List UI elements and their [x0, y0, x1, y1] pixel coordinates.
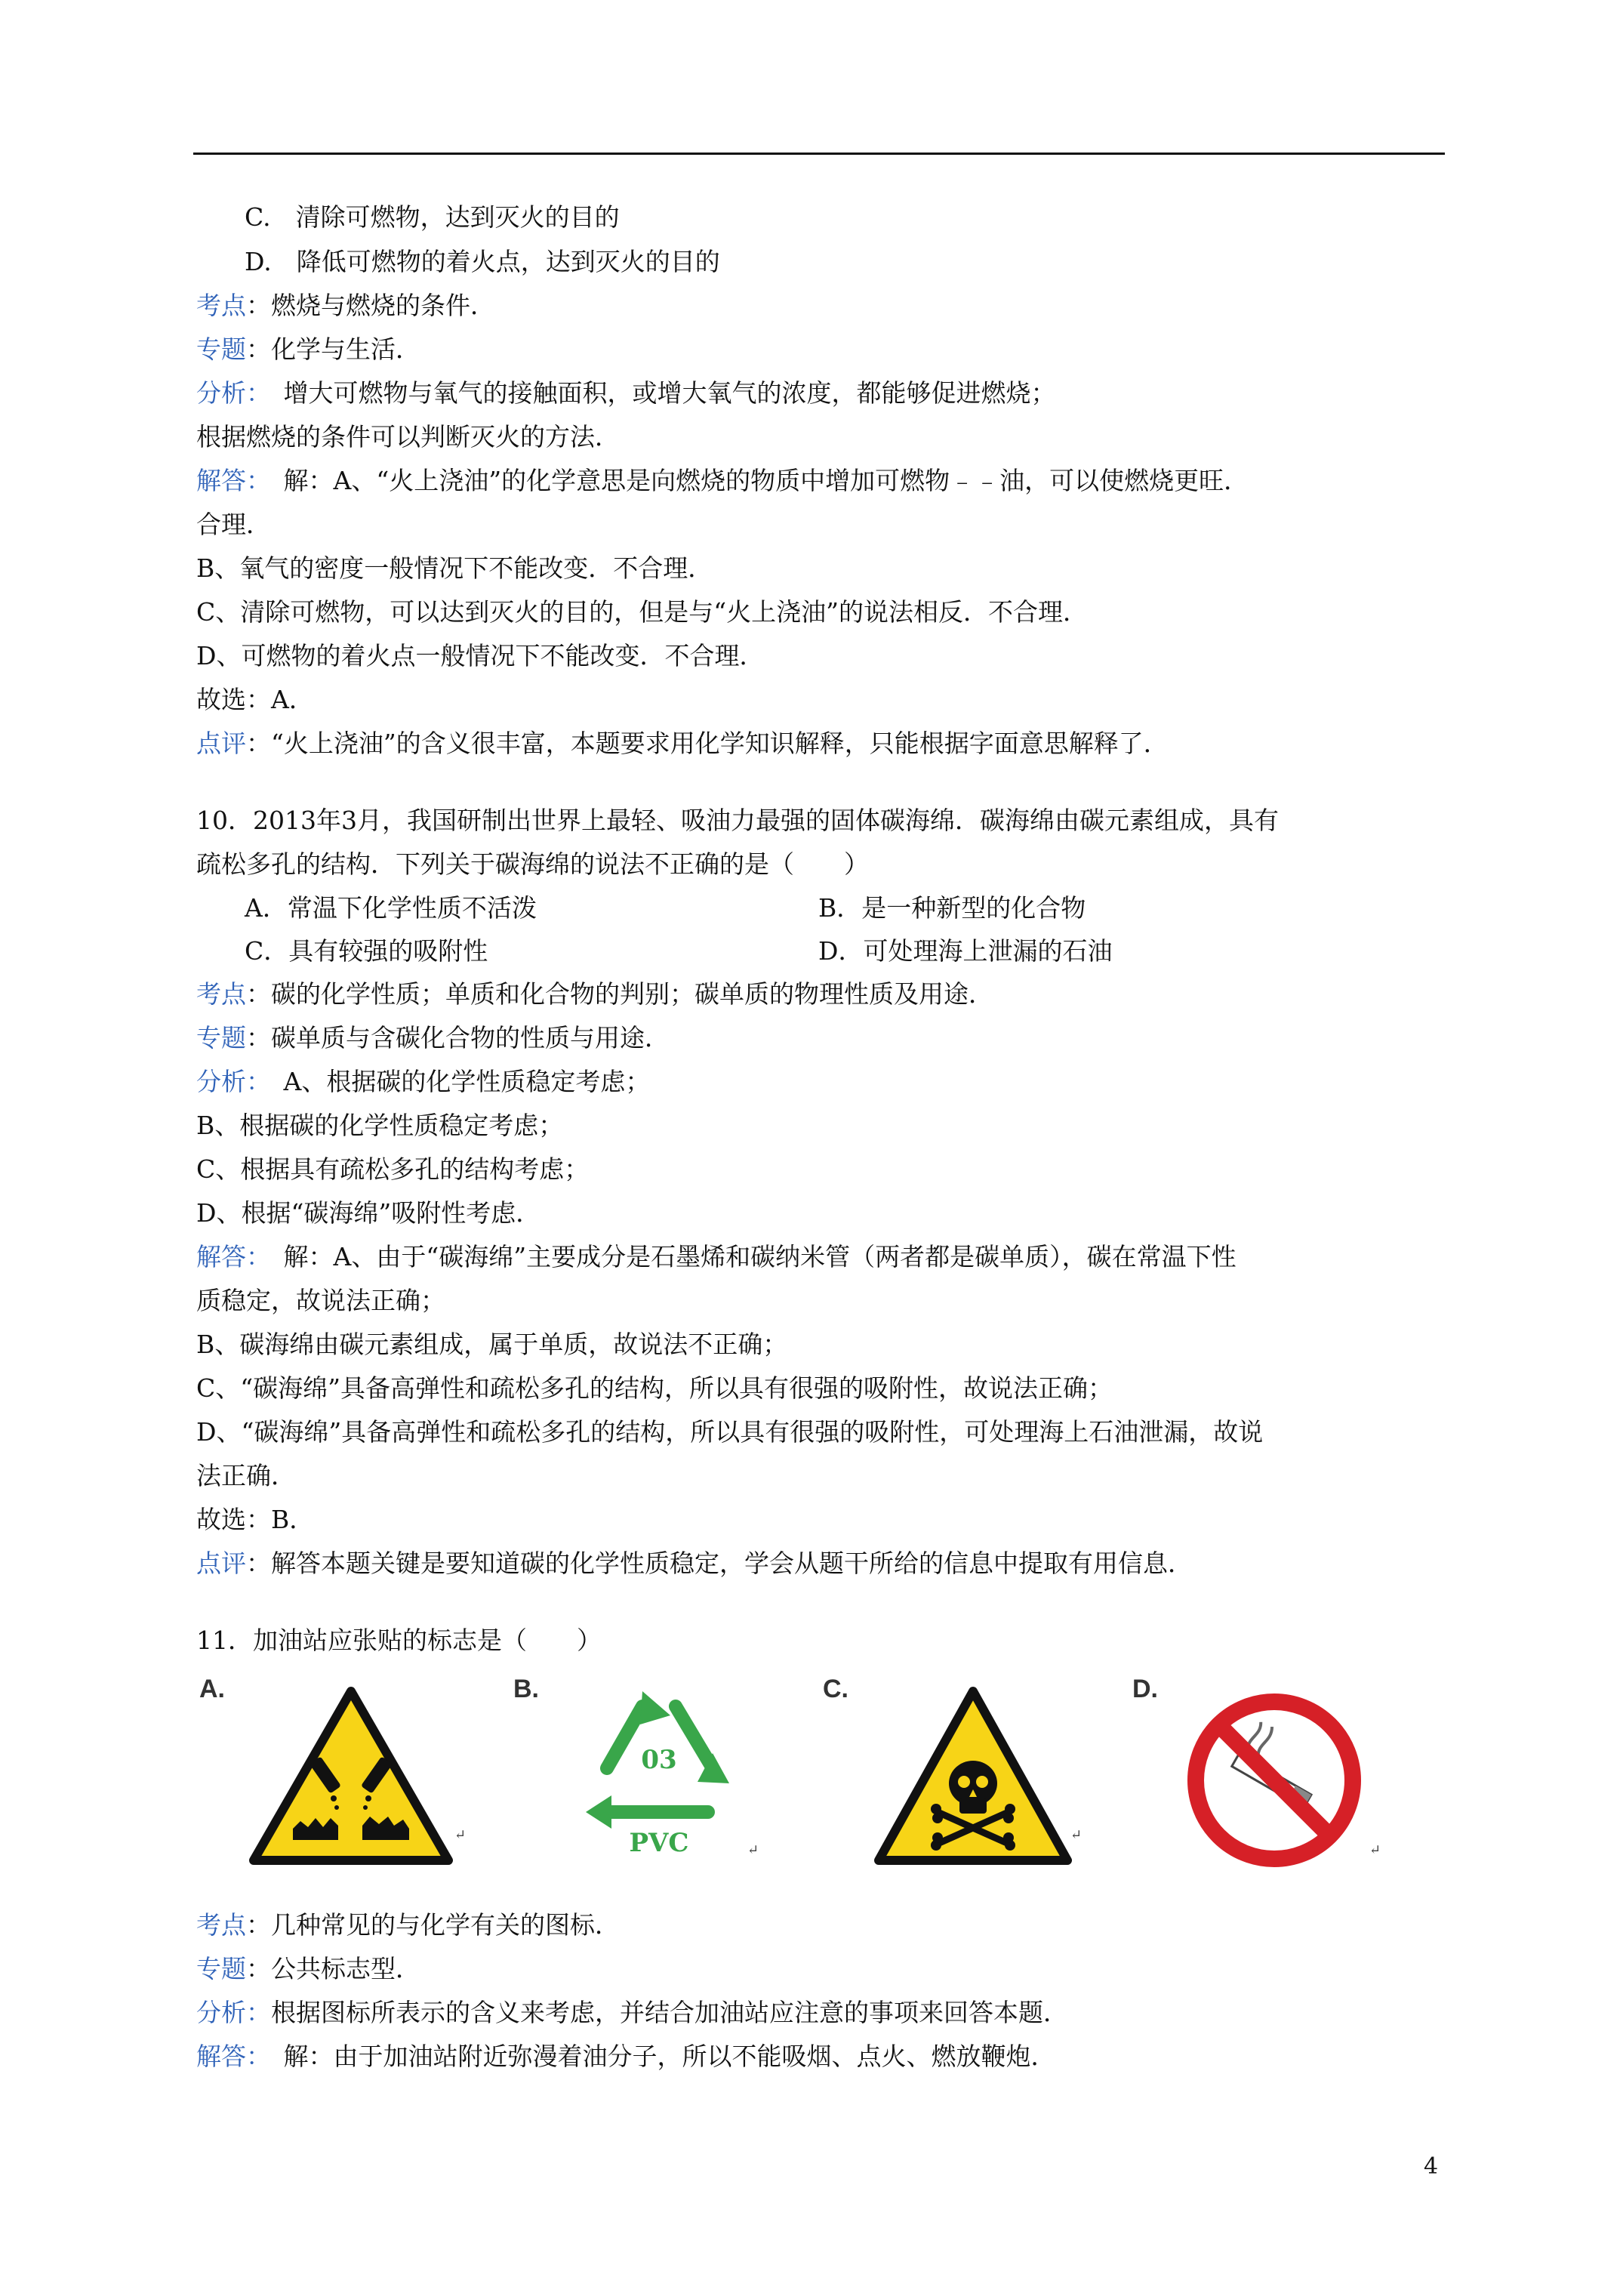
q9-option-d: D. 降低可燃物的着火点，达到灭火的目的	[245, 247, 720, 276]
recycle-material: PVC	[629, 1828, 689, 1858]
fenxi-text: A、根据碳的化学性质稳定考虑；	[258, 1067, 651, 1096]
q10-fenxi	[196, 1067, 650, 1097]
kaodian-text: ：燃烧与燃烧的条件．	[246, 291, 495, 320]
q10-jieda-line6: 法正确．	[196, 1461, 296, 1490]
q11-option-c-letter: C.	[823, 1675, 848, 1703]
fenxi-label: 分析：	[196, 1067, 259, 1096]
q9-jieda-line5: D、可燃物的着火点一般情况下不能改变．不合理．	[196, 641, 765, 670]
q11-jieda	[196, 2042, 1056, 2072]
dianping-label: 点评	[196, 1549, 246, 1578]
q9-fenxi-line2: 根据燃烧的条件可以判断灭火的方法．	[196, 422, 620, 451]
q10-jieda-line4: C、“碳海绵”具备高弹性和疏松多孔的结构，所以具有很强的吸附性，故说法正确；	[196, 1373, 1113, 1403]
fenxi-text: 增大可燃物与氧气的接触面积，或增大氧气的浓度，都能够促进燃烧；	[258, 378, 1056, 408]
q10-fenxi-line3: C、根据具有疏松多孔的结构考虑；	[196, 1154, 590, 1184]
jieda-text: 解：由于加油站附近弥漫着油分子，所以不能吸烟、点火、燃放鞭炮．	[258, 2042, 1056, 2071]
q9-fenxi	[196, 378, 1056, 408]
return-mark-c: ↵	[1070, 1827, 1083, 1843]
q10-option-a: A．常温下化学性质不活泼	[245, 893, 537, 923]
dianping-label: 点评	[196, 729, 246, 758]
q10-jieda-line5: D、“碳海绵”具备高弹性和疏松多孔的结构，所以具有很强的吸附性，可处理海上石油泄漏，故说	[196, 1417, 1264, 1447]
q11-option-a-letter: A.	[199, 1675, 225, 1703]
kaodian-label: 考点	[196, 1910, 246, 1940]
no-smoking-icon	[1184, 1690, 1365, 1871]
q10-fenxi-line2: B、根据碳的化学性质稳定考虑；	[196, 1111, 564, 1140]
return-mark-b: ↵	[747, 1842, 759, 1858]
q11-option-b-letter: B.	[513, 1675, 539, 1703]
zhuanti-text: ：化学与生活．	[246, 334, 420, 364]
jieda-label: 解答：	[196, 1242, 259, 1271]
q9-answer: 故选：A．	[196, 685, 314, 714]
q10-jieda	[196, 1242, 1236, 1272]
return-mark-d: ↵	[1369, 1842, 1381, 1858]
return-mark-a: ↵	[454, 1827, 467, 1843]
q11-kaodian	[196, 1910, 620, 1940]
q11-stem: 11．加油站应张贴的标志是（ ）	[196, 1626, 602, 1655]
dianping-text: ：“火上浇油”的含义很丰富，本题要求用化学知识解释，只能根据字面意思解释了．	[246, 729, 1169, 758]
q11-zhuanti	[196, 1954, 420, 1984]
recycle-code: 03	[641, 1745, 677, 1775]
q10-kaodian	[196, 979, 993, 1009]
q9-zhuanti	[196, 334, 420, 365]
q10-stem-line2: 疏松多孔的结构．下列关于碳海绵的说法不正确的是（ ）	[196, 849, 869, 879]
q10-jieda-line3: B、碳海绵由碳元素组成，属于单质，故说法不正确；	[196, 1330, 788, 1359]
jieda-label: 解答：	[196, 2042, 259, 2071]
pvc-recycling-icon	[565, 1685, 753, 1859]
q10-answer: 故选：B．	[196, 1505, 315, 1534]
corrosive-warning-icon	[249, 1685, 453, 1866]
q9-jieda	[196, 466, 1249, 496]
q10-option-d: D．可处理海上泄漏的石油	[818, 936, 1113, 966]
q10-stem-line1: 10．2013年3月，我国研制出世界上最轻、吸油力最强的固体碳海绵．碳海绵由碳元素组成，具有	[196, 806, 1279, 835]
header-rule	[193, 153, 1445, 155]
q9-jieda-line2: 合理．	[196, 510, 271, 539]
fenxi-text: 根据图标所表示的含义来考虑，并结合加油站应注意的事项来回答本题．	[271, 1998, 1068, 2027]
dianping-text: ：解答本题关键是要知道碳的化学性质稳定，学会从题干所给的信息中提取有用信息．	[246, 1549, 1193, 1578]
zhuanti-text: ：碳单质与含碳化合物的性质与用途．	[246, 1023, 670, 1052]
jieda-label: 解答：	[196, 466, 259, 495]
zhuanti-label: 专题	[196, 1023, 246, 1052]
q10-jieda-line2: 质稳定，故说法正确；	[196, 1286, 445, 1315]
toxic-warning-icon	[874, 1685, 1072, 1866]
q9-jieda-line4: C、清除可燃物，可以达到灭火的目的，但是与“火上浇油”的说法相反．不合理．	[196, 597, 1088, 627]
kaodian-text: ：碳的化学性质；单质和化合物的判别；碳单质的物理性质及用途．	[246, 979, 993, 1009]
page-number: 4	[1424, 2153, 1439, 2180]
q10-option-b: B．是一种新型的化合物	[818, 893, 1086, 923]
q9-jieda-line3: B、氧气的密度一般情况下不能改变．不合理．	[196, 553, 713, 583]
kaodian-label: 考点	[196, 291, 246, 320]
q10-option-c: C．具有较强的吸附性	[245, 936, 488, 966]
q10-zhuanti	[196, 1023, 670, 1053]
q9-dianping	[196, 729, 1169, 759]
zhuanti-label: 专题	[196, 334, 246, 364]
fenxi-label: 分析：	[196, 378, 259, 408]
q11-fenxi	[196, 1998, 1068, 2028]
jieda-text: 解：A、由于“碳海绵”主要成分是石墨烯和碳纳米管（两者都是碳单质），碳在常温下性	[258, 1242, 1236, 1271]
jieda-text: 解：A、“火上浇油”的化学意思是向燃烧的物质中增加可燃物﹣﹣油，可以使燃烧更旺．	[258, 466, 1249, 495]
kaodian-text: ：几种常见的与化学有关的图标．	[246, 1910, 620, 1940]
fenxi-label: 分析：	[196, 1998, 271, 2027]
zhuanti-label: 专题	[196, 1954, 246, 1983]
q9-kaodian	[196, 291, 495, 321]
q10-fenxi-line4: D、根据“碳海绵”吸附性考虑．	[196, 1198, 541, 1228]
zhuanti-text: ：公共标志型．	[246, 1954, 420, 1983]
q10-dianping	[196, 1549, 1193, 1579]
kaodian-label: 考点	[196, 979, 246, 1009]
q9-option-c: C. 清除可燃物，达到灭火的目的	[245, 202, 620, 232]
q11-option-d-letter: D.	[1132, 1675, 1158, 1703]
